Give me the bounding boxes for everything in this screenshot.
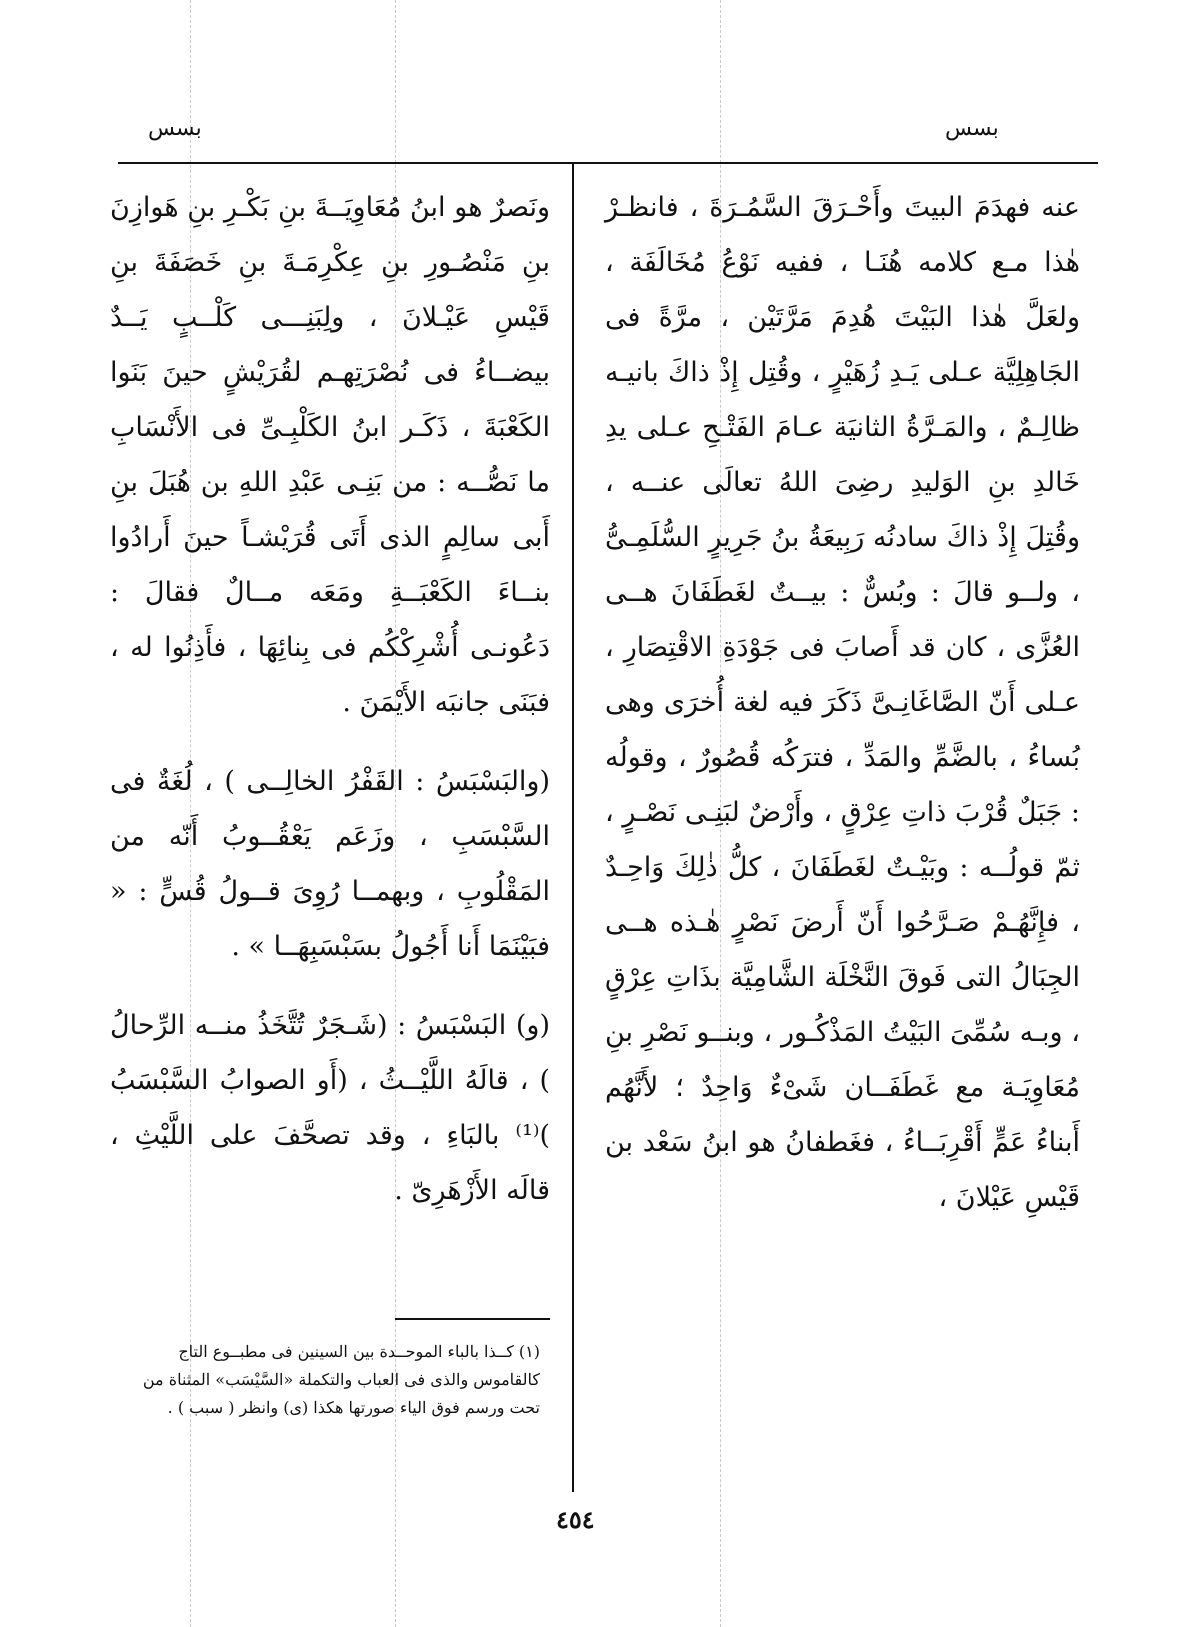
footnote: (١) كــذا بالباء الموحــدة بين السينين فى مطبــوع التاج كالقاموس والذى فى العباب والتكملة «السَّيْسَب» المثناة من تحت ورسم فوق الياء صورتها هكذا (ى) وانظر ( سبب ) . <box>142 1342 540 1417</box>
column-divider <box>572 162 574 1492</box>
header-rule <box>118 162 1098 164</box>
right-column-paragraph: عنه فهدَمَ البيتَ وأَحْـرَقَ السَّمُـرَةَ ، فانظـرْ هٰذا مـع كلامه هُنَـا ، ففيه نَوْعُ مُخَالَفَة ، ولعَلَّ هٰذا البَيْتَ هُدِمَ مَرَّتَيْن ، مرَّةً فى الجَاهِلِيَّة عـلى يَـدِ زُهَيْرٍ ، وقُتِل إِذْ ذاكَ بانيـه ظالِـمٌ ، والمَـرَّةُ الثانيَة عـامَ الفَتْـحِ عـلى يدِ خَالدِ بنِ الوَليدِ رضِىَ اللهُ تعالَى عنــه ، وقُتِلَ إِذْ ذاكَ سادنُه رَبِيعَةُ بنُ جَرِيرٍ السُّلَمِـىُّ ، ولــو قالَ : وبُسٌّ : بيــتٌ لغَطَفَانَ هــى العُزَّى ، كان قد أَصابَ فى جَوْدَةِ الاقْتِصَارِ ، عـلى أَنّ الصَّاغَانِـىَّ ذَكَرَ فيه لغة أُخرَى وهى بُساءُ ، بالضَّمِّ والمَدِّ ، فترَكُه قُصُورٌ ، وقولُه : جَبَلٌ قُرْبَ ذاتِ عِرْقٍ ، وأَرْضٌ لبَنِـى نَصْـرٍ ، ثمّ قولُــه : وبَيْـتٌ لغَطَفَانَ ، كلُّ ذٰلِكَ وَاحِـدٌ ، فإِنَّهُـمْ صَـرَّحُوا أَنّ أَرضَ نَصْرٍ هٰـذه هــى الجِبَالُ التى فَوقَ النَّخْلَة الشَّامِيَّة بذَاتِ عِرْقٍ ، وبـه سُمِّىَ البَيْتُ المَذْكُـور ، وبنــو نَصْرِ بنِ مُعَاوِيَـة مع غَطَفَــان شَىْءٌ وَاحِدٌ ؛ لأَنَّهُم أَبناءُ عَمٍّ أَقْرِبَــاءُ ، فغَطفانُ هو ابنُ سَعْد بن قَيْسِ عَيْلانَ ، <box>605 192 1080 1213</box>
left-column-paragraph: (والبَسْبَسُ : القَفْرُ الخالِــى ) ، لُغَةٌ فى السَّبْسَبِ ، وزَعَم يَعْقُــوبُ أَنّه من المَقْلُوبِ ، وبهمــا رُوِىَ قــولُ قُسٍّ : « فبَيْنَمَا أَنا أَجُولُ بسَبْسَبِهَــا » . <box>110 766 550 962</box>
footnote-rule <box>395 1318 550 1320</box>
left-column-paragraph: (و) البَسْبَسُ : (شَـجَرٌ تُتَّخَذُ منــه الرِّحالُ ) ، قالَهُ اللَّيْــثُ ، (أَو الصوابُ السَّبْسَبُ )⁽¹⁾ بالبَاءِ ، وقد تصحَّفَ على اللَّيْثِ ، قالَه الأَزْهَرِىّ . <box>110 1010 550 1206</box>
page-number: ٤٥٤ <box>556 1505 595 1534</box>
right-column <box>605 180 1080 1225</box>
left-column-paragraph: ونَصرٌ هو ابنُ مُعَاوِيَــةَ بنِ بَكْـرِ بنِ هَوازِنَ بنِ مَنْصُـورِ بنِ عِكْرِمَـةَ بنِ خَصَفَةَ بنِ قَيْسِ عَيْـلانَ ، ولِبَنِـــى كَلْــبٍ يَــدٌ بيضــاءُ فى نُصْرَتِهـم لقُرَيْشٍ حينَ بَنَوا الكَعْبَةَ ، ذَكَـر ابنُ الكَلْبِـىِّ فى الأَنْسَابِ ما نَصُّــه : من بَنِـى عَبْدِ اللهِ بن هُبَلَ بنِ أَبى سالِمٍ الذى أَتَى قُرَيْشـاً حينَ أَرادُوا بنــاءَ الكَعْبَــةِ ومَعَه مــالٌ فقالَ : دَعُونـى أُشْرِكْكُم فى بِنائِهَا ، فأَذِنُوا له ، فبَنَى جانبَه الأَيْمَنَ . <box>110 192 550 718</box>
paragraph-gap <box>110 974 550 998</box>
running-header-right: بسس <box>945 116 999 141</box>
left-column <box>110 180 550 1218</box>
running-header-left: بسس <box>148 116 202 141</box>
paragraph-gap <box>110 730 550 754</box>
footnotes <box>110 1338 540 1422</box>
